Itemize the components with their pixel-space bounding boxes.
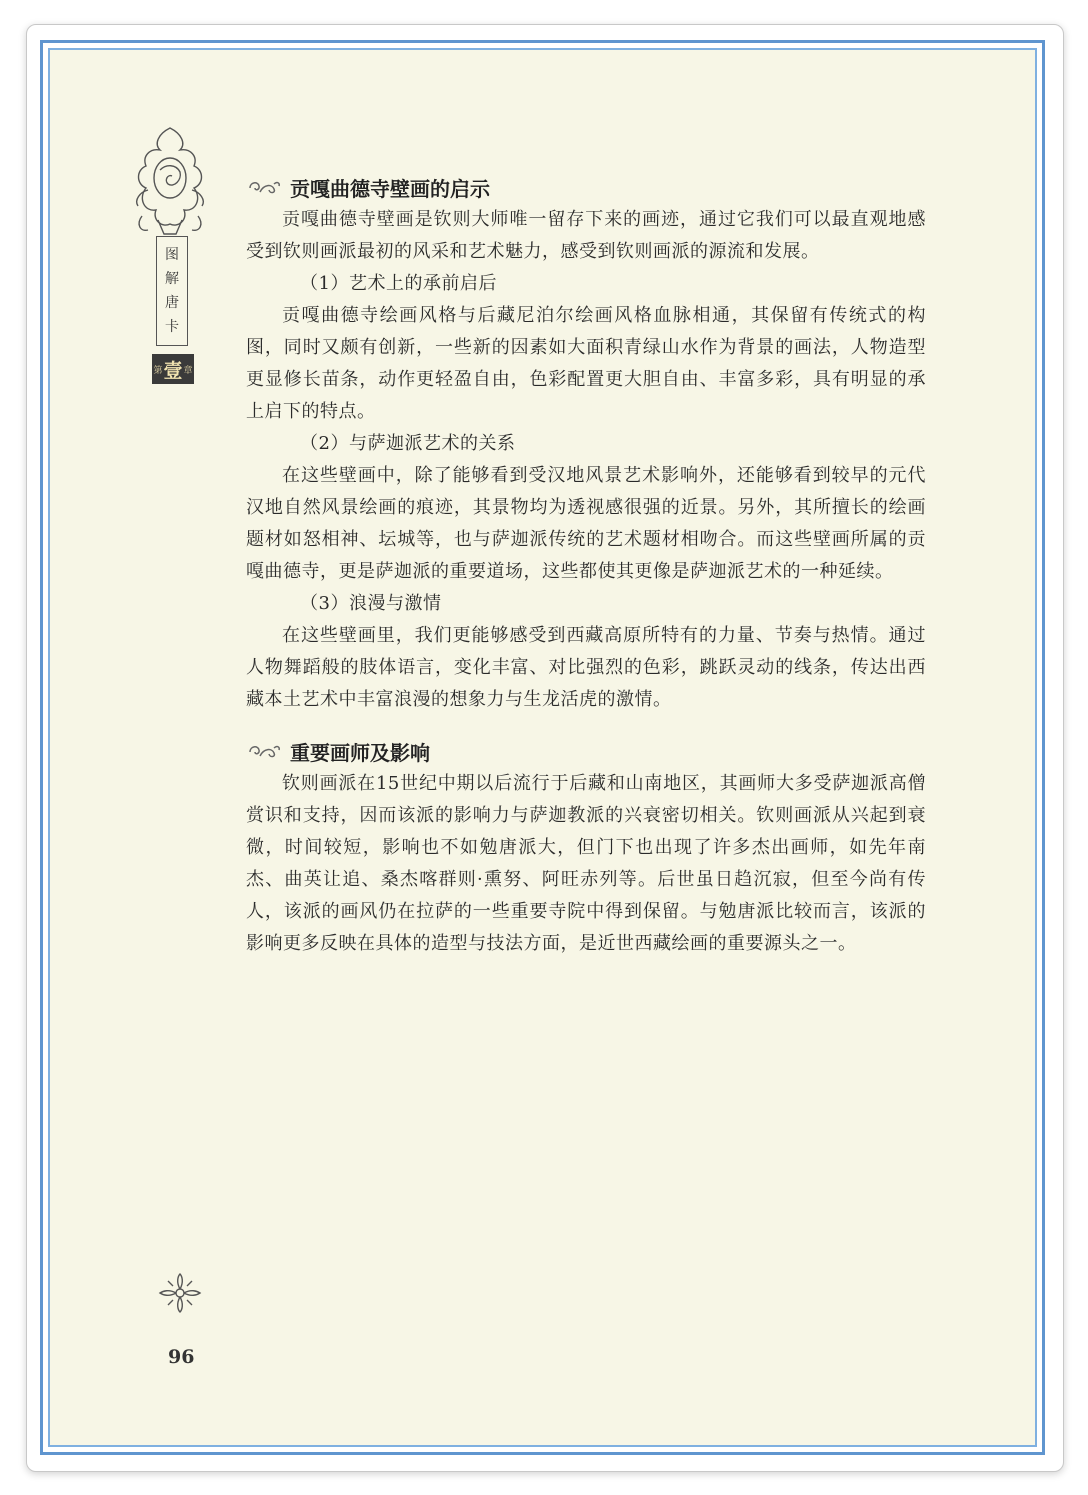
paragraph: 贡嘎曲德寺绘画风格与后藏尼泊尔绘画风格血脉相通，其保留有传统式的构图，同时又颇有创新，一些新的因素如大面积青绿山水作为背景的画法，人物造型更显修长苗条，动作更轻盈自由，色彩配置更大胆自由、丰富多彩，具有明显的承上启下的特点。 [246,305,926,422]
paragraph: 钦则画派在15世纪中期以后流行于后藏和山南地区，其画师大多受萨迦派高僧赏识和支持，因而该派的影响力与萨迦教派的兴衰密切相关。钦则画派从兴起到衰微，时间较短，影响也不如勉唐派大，但门下也出现了许多杰出画师，如先年南杰、曲英让追、桑杰喀群则·熏努、阿旺赤列等。后世虽日趋沉寂，但至今尚有传人，该派的画风仍在拉萨的一些重要寺院中得到保留。与勉唐派比较而言，该派的影响更多反映在具体的造型与技法方面，是近世西藏绘画的重要源头之一。 [246,773,926,954]
chapter-prefix: 第 [153,365,163,376]
subheading: （3）浪漫与激情 [300,593,442,614]
cloud-scroll-icon [246,176,282,198]
main-content [246,170,926,960]
tab-char: 唐 [165,295,179,311]
chapter-suffix: 章 [183,365,193,376]
section-heading [246,734,926,768]
page-number: 96 [168,1346,195,1368]
subheading: （2）与萨迦派艺术的关系 [300,433,516,454]
chapter-mark [152,354,194,384]
paragraph: 贡嘎曲德寺壁画是钦则大师唯一留存下来的画迹，通过它我们可以最直观地感受到钦则画派最初的风采和艺术魅力，感受到钦则画派的源流和发展。 [246,209,926,262]
tab-char: 图 [165,247,179,263]
tab-char: 卡 [165,319,179,335]
paragraph: 在这些壁画里，我们更能够感受到西藏高原所特有的力量、节奏与热情。通过人物舞蹈般的肢体语言，变化丰富、对比强烈的色彩，跳跃灵动的线条，传达出西藏本土艺术中丰富浪漫的想象力与生龙活虎的激情。 [246,625,926,710]
section-title: 贡嘎曲德寺壁画的启示 [290,176,490,201]
subheading: （1）艺术上的承前启后 [300,273,497,294]
section-title: 重要画师及影响 [290,740,430,765]
chapter-number: 壹 [163,359,183,382]
book-title-tab [156,236,188,346]
tab-char: 解 [165,271,179,287]
paragraph: 在这些壁画中，除了能够看到受汉地风景艺术影响外，还能够看到较早的元代汉地自然风景绘画的痕迹，其景物均为透视感很强的近景。另外，其所擅长的绘画题材如怒相神、坛城等，也与萨迦派传统的艺术题材相吻合。而这些壁画所属的贡嘎曲德寺，更是萨迦派的重要道场，这些都使其更像是萨迦派艺术的一种延续。 [246,465,926,582]
vajra-ornament-icon [158,1272,202,1314]
section-heading [246,170,926,204]
cloud-scroll-icon [246,740,282,762]
